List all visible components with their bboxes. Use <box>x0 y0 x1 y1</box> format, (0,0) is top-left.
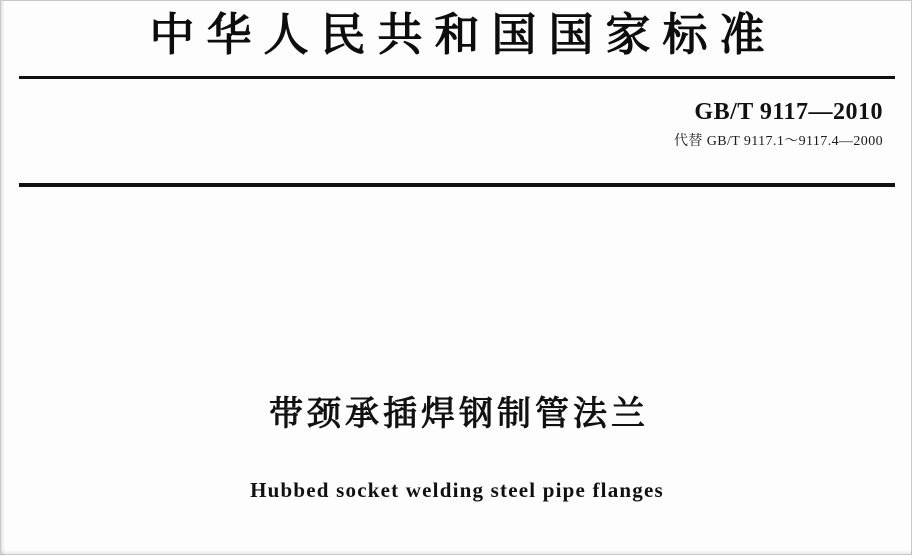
document-title-english: Hubbed socket welding steel pipe flanges <box>250 478 664 502</box>
header-divider-rule <box>19 183 895 187</box>
standard-number: GB/T 9117—2010 <box>694 99 883 125</box>
scan-edge-left <box>1 1 5 556</box>
banner-rule <box>19 76 895 79</box>
document-title-chinese: 带颈承插焊钢制管法兰 <box>269 394 649 434</box>
standard-replaces-note: 代替 GB/T 9117.1～9117.4—2000 <box>674 134 883 149</box>
banner-title: 中华人民共和国国家标准 <box>149 8 777 61</box>
national-standard-banner <box>1 9 912 61</box>
scan-edge-bottom <box>1 550 912 554</box>
standard-number-block <box>674 97 883 150</box>
